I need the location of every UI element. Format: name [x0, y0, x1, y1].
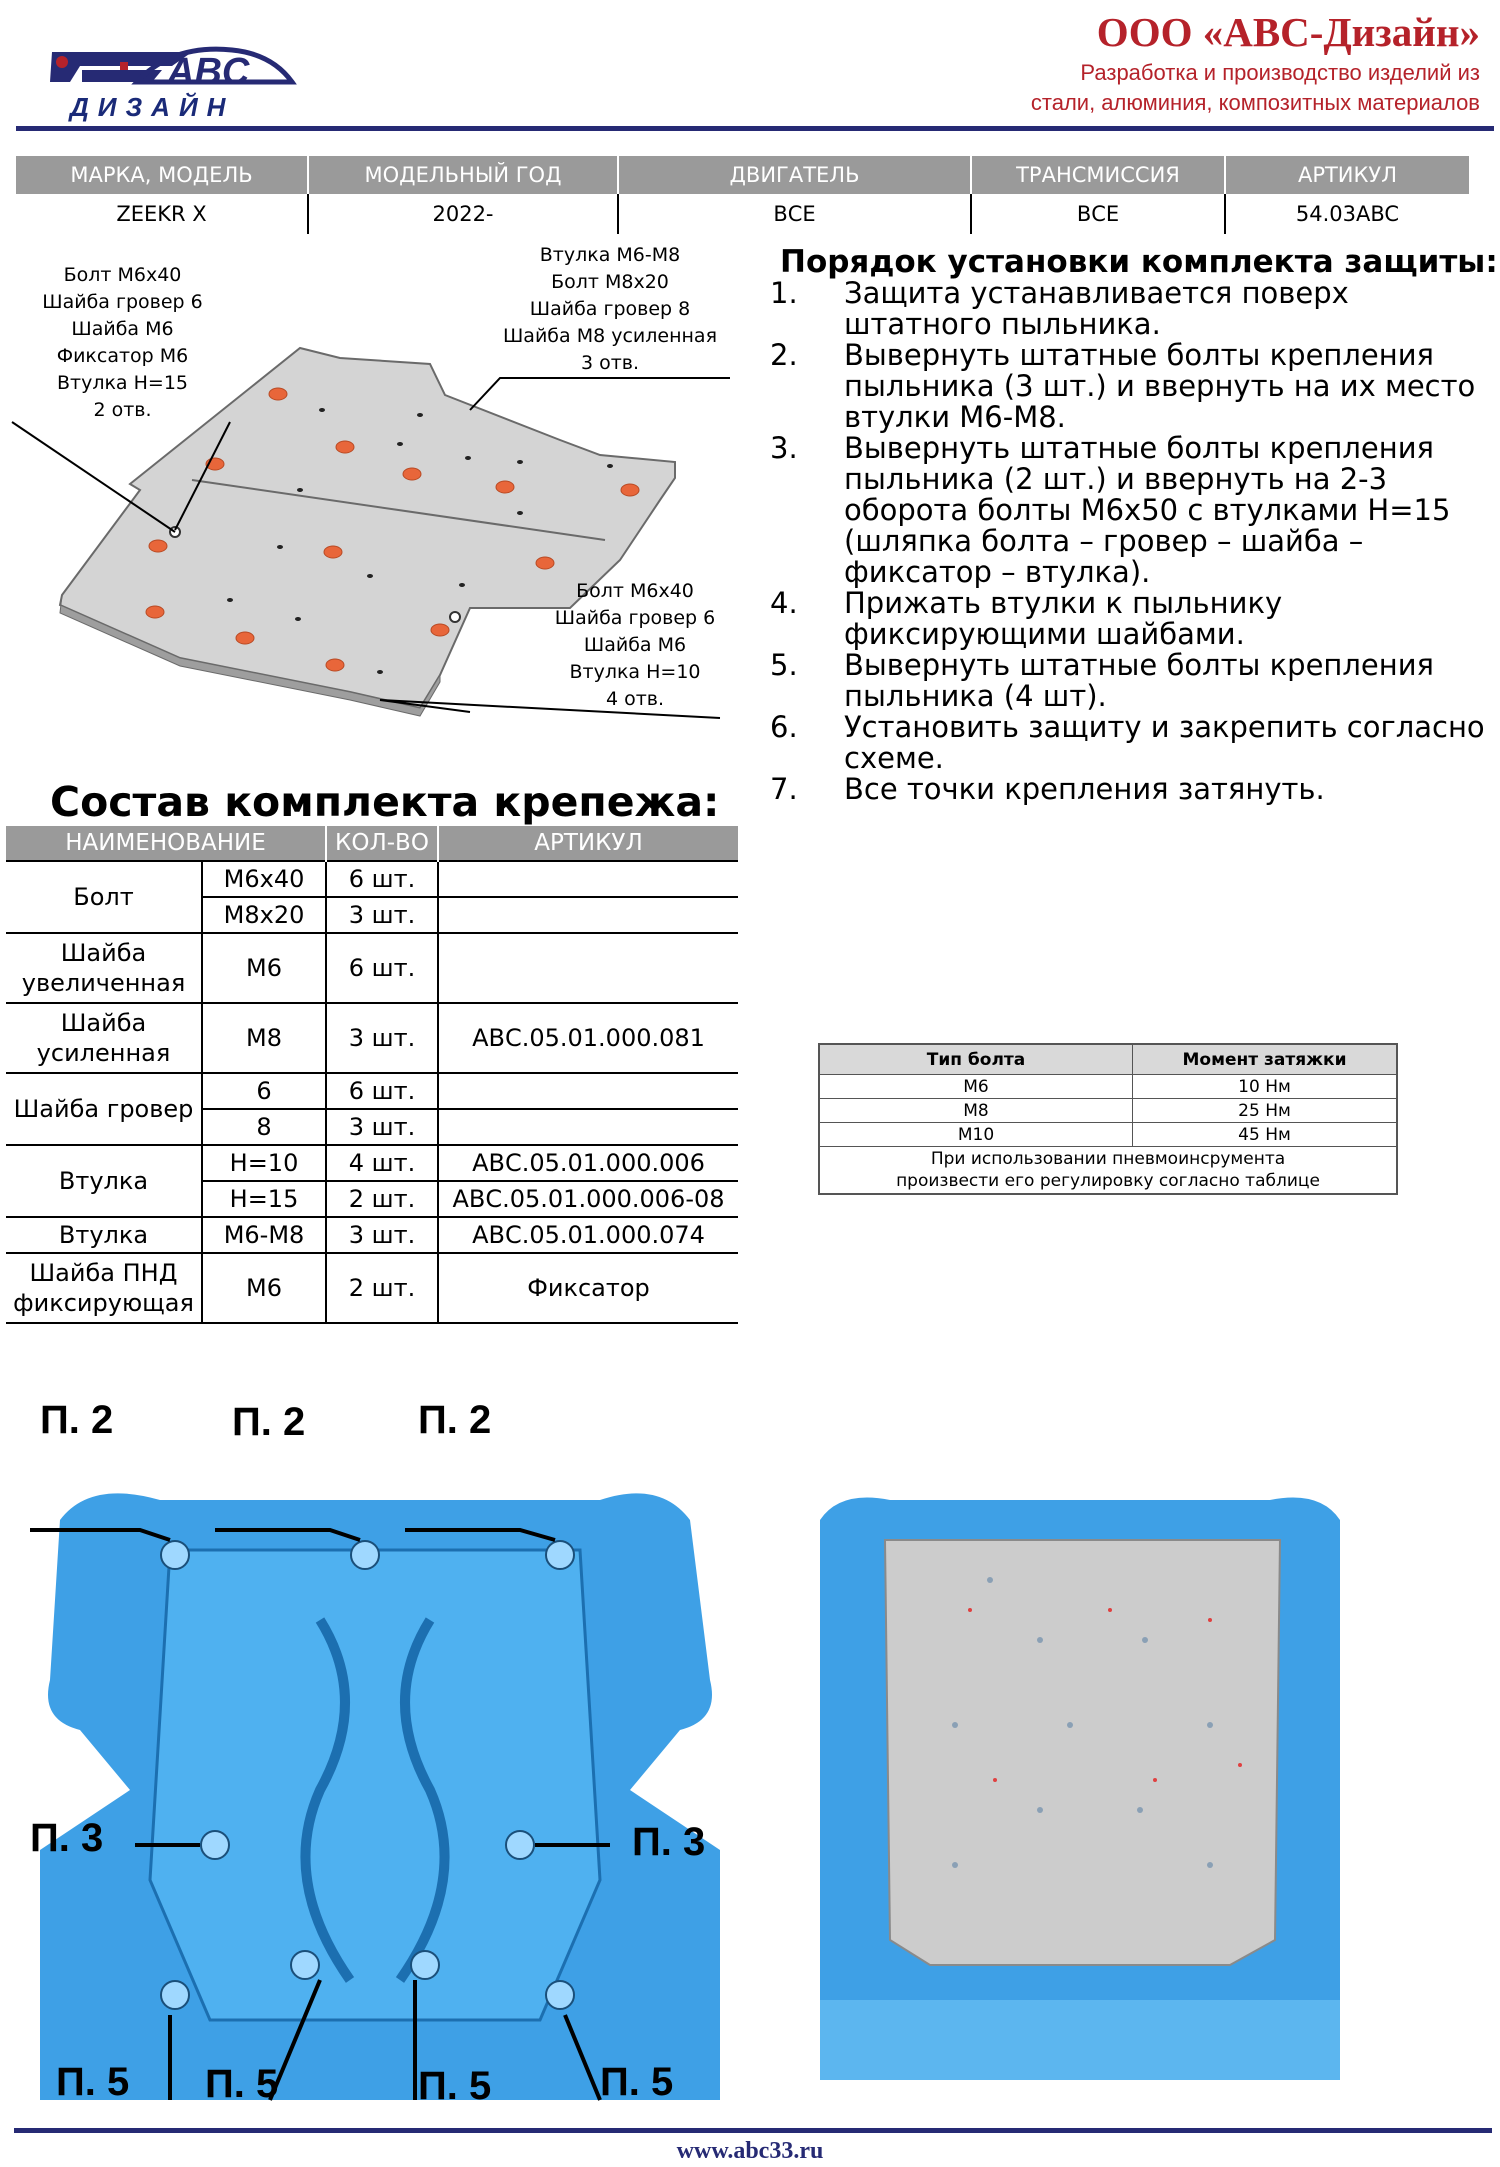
spec-model: ZEEKR X [116, 202, 207, 226]
label-p5: П. 5 [418, 2064, 492, 2108]
label-p3: П. 3 [30, 1816, 104, 1860]
label-p5: П. 5 [600, 2060, 674, 2104]
step-item [770, 588, 1490, 650]
spec-year: 2022- [308, 194, 618, 234]
part-article: АВС.05.01.000.006-08 [438, 1181, 738, 1217]
step-text: Вывернуть штатные болты крепления пыльника (4 шт). [844, 648, 1434, 713]
step-text: Защита устанавливается поверх штатного пыльника. [844, 276, 1349, 341]
part-article [438, 1109, 738, 1145]
part-name: Шайба усиленная [6, 1003, 202, 1073]
spec-transmission: ВСЕ [971, 194, 1225, 234]
callout-left [30, 262, 215, 424]
torque-note-line-1: При использовании пневмоинсрумента [930, 1149, 1286, 1169]
step-num: 1. [770, 276, 798, 310]
underbody-photo-after [810, 1480, 1350, 2100]
part-size: 6 [202, 1073, 326, 1109]
parts-header-qty: КОЛ-ВО [326, 826, 438, 861]
callout-right-line: Втулка Н=10 [569, 661, 701, 683]
part-size: М6 [202, 1253, 326, 1323]
part-name: Втулка [6, 1217, 202, 1253]
torque-type: M10 [819, 1123, 1133, 1147]
svg-text:ABC: ABC [167, 51, 250, 93]
part-article [438, 897, 738, 933]
torque-note [819, 1147, 1397, 1195]
step-num: 5. [770, 648, 798, 682]
spec-header-article: АРТИКУЛ [1225, 156, 1469, 194]
torque-type: M6 [819, 1075, 1133, 1099]
footer-url: www.abc33.ru [676, 2138, 824, 2164]
callout-right-line: 4 отв. [605, 688, 665, 710]
step-text: Все точки крепления затянуть. [844, 772, 1325, 806]
step-item [770, 712, 1490, 774]
part-article: Фиксатор [438, 1253, 738, 1323]
label-p2: П. 2 [40, 1398, 114, 1442]
part-article [438, 1073, 738, 1109]
step-num: 6. [770, 710, 798, 744]
step-num: 2. [770, 338, 798, 372]
part-size: Н=15 [202, 1181, 326, 1217]
label-p5: П. 5 [56, 2060, 130, 2104]
part-qty: 2 шт. [326, 1181, 438, 1217]
callout-top-line: Втулка М6-М8 [539, 244, 681, 266]
step-num: 4. [770, 586, 798, 620]
part-qty: 3 шт. [326, 1217, 438, 1253]
company-desc-2: стали, алюминия, композитных материалов [1030, 90, 1480, 115]
part-name: Втулка [6, 1145, 202, 1217]
steps-title: Порядок установки комплекта защиты: [780, 244, 1498, 280]
label-p3: П. 3 [632, 1820, 706, 1864]
company-desc-1: Разработка и производство изделий из [1080, 60, 1480, 85]
part-qty: 3 шт. [326, 1109, 438, 1145]
part-name: Шайба увеличенная [6, 933, 202, 1003]
parts-header-article: АРТИКУЛ [438, 826, 738, 861]
spec-article: 54.03ABC [1225, 194, 1469, 234]
torque-value: 10 Нм [1133, 1075, 1398, 1099]
footer-divider [14, 2128, 1492, 2133]
parts-table [6, 826, 738, 1324]
spec-engine: ВСЕ [618, 194, 971, 234]
part-name: Шайба гровер [6, 1073, 202, 1145]
label-p2: П. 2 [232, 1400, 306, 1444]
torque-note-line-2: произвести его регулировку согласно таблице [896, 1171, 1320, 1191]
part-size: М6х40 [202, 861, 326, 897]
step-item [770, 340, 1490, 433]
callout-left-line: Шайба гровер 6 [42, 291, 203, 313]
underbody-photo-before [20, 1460, 730, 2120]
company-name: ООО «АВС-Дизайн» [1096, 9, 1480, 55]
callout-top-line: Болт М8х20 [551, 271, 669, 293]
part-qty: 2 шт. [326, 1253, 438, 1323]
part-qty: 3 шт. [326, 1003, 438, 1073]
logo-subtitle: ДИЗАЙН [70, 92, 235, 122]
spec-header-year: МОДЕЛЬНЫЙ ГОД [308, 156, 618, 194]
part-size: 8 [202, 1109, 326, 1145]
callout-right-line: Шайба М6 [583, 634, 687, 656]
callout-left-line: Фиксатор М6 [56, 345, 189, 367]
part-qty: 6 шт. [326, 1073, 438, 1109]
torque-type: M8 [819, 1099, 1133, 1123]
label-p2: П. 2 [418, 1398, 492, 1442]
callout-right-line: Болт М6х40 [576, 580, 694, 602]
parts-header-name: НАИМЕНОВАНИЕ [6, 826, 326, 861]
torque-value: 25 Нм [1133, 1099, 1398, 1123]
callout-left-line: Втулка Н=15 [56, 372, 189, 394]
part-name: Болт [6, 861, 202, 933]
step-item [770, 774, 1490, 805]
step-item [770, 433, 1490, 588]
torque-header-type: Тип болта [819, 1044, 1133, 1075]
step-text: Вывернуть штатные болты крепления пыльника (2 шт.) и ввернуть на 2-3 оборота болты М6х50 с втулками Н=15 (шляпка болта – гровер – шайба – фиксатор – втулка). [844, 431, 1451, 589]
step-num: 3. [770, 431, 798, 465]
part-size: Н=10 [202, 1145, 326, 1181]
spec-header-engine: ДВИГАТЕЛЬ [618, 156, 971, 194]
part-article [438, 933, 738, 1003]
callout-top-line: 3 отв. [580, 352, 640, 374]
company-block [1031, 8, 1480, 116]
header-divider [16, 126, 1494, 131]
callout-right [540, 578, 730, 713]
spec-header-model: МАРКА, МОДЕЛЬ [16, 156, 308, 194]
part-article: АВС.05.01.000.081 [438, 1003, 738, 1073]
part-name: Шайба ПНД фиксирующая [6, 1253, 202, 1323]
step-item [770, 278, 1490, 340]
callout-left-line: Болт М6х40 [63, 264, 182, 286]
part-article: АВС.05.01.000.074 [438, 1217, 738, 1253]
part-article [438, 861, 738, 897]
installed-plate [885, 1540, 1280, 1965]
step-text: Установить защиту и закрепить согласно схеме. [844, 710, 1485, 775]
label-p5: П. 5 [205, 2062, 279, 2106]
callout-top [490, 242, 730, 377]
steps-list [770, 278, 1490, 805]
parts-title: Состав комплекта крепежа: [50, 778, 720, 826]
torque-value: 45 Нм [1133, 1123, 1398, 1147]
callout-left-line: Шайба М6 [71, 318, 174, 340]
callout-top-line: Шайба М8 усиленная [502, 325, 718, 347]
step-text: Прижать втулки к пыльнику фиксирующими шайбами. [844, 586, 1283, 651]
step-item [770, 650, 1490, 712]
part-article: АВС.05.01.000.006 [438, 1145, 738, 1181]
step-text: Вывернуть штатные болты крепления пыльника (3 шт.) и ввернуть на их место втулки М6-М8. [844, 338, 1476, 434]
torque-table [818, 1043, 1398, 1195]
callout-top-line: Шайба гровер 8 [529, 298, 691, 320]
part-size: М6-М8 [202, 1217, 326, 1253]
spec-header-transmission: ТРАНСМИССИЯ [971, 156, 1225, 194]
vehicle-spec-table [16, 156, 1469, 234]
part-qty: 6 шт. [326, 933, 438, 1003]
part-size: М8х20 [202, 897, 326, 933]
part-qty: 3 шт. [326, 897, 438, 933]
step-num: 7. [770, 772, 798, 806]
part-size: М8 [202, 1003, 326, 1073]
part-size: М6 [202, 933, 326, 1003]
callout-left-line: 2 отв. [93, 399, 152, 421]
callout-right-line: Шайба гровер 6 [554, 607, 716, 629]
part-qty: 6 шт. [326, 861, 438, 897]
torque-header-value: Момент затяжки [1133, 1044, 1398, 1075]
part-qty: 4 шт. [326, 1145, 438, 1181]
